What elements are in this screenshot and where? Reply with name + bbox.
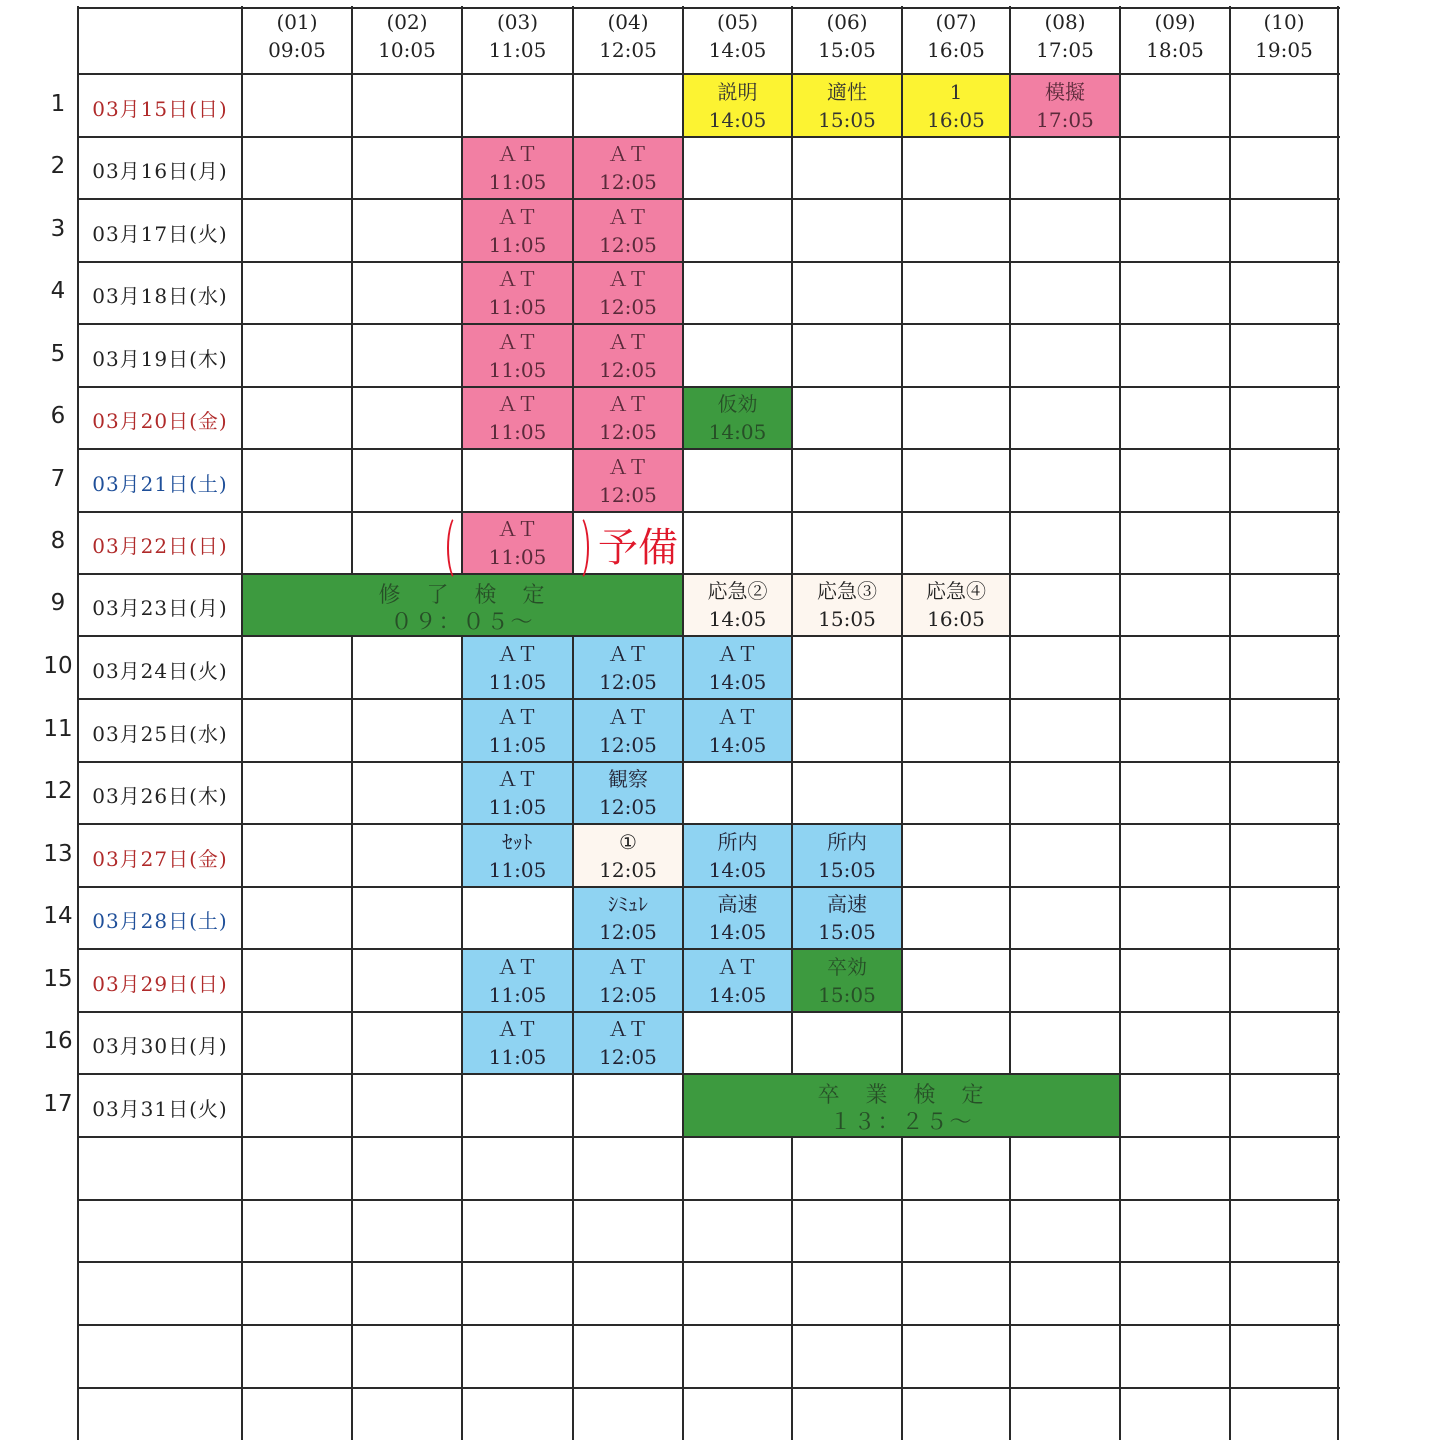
row-date: 03月20日(金) bbox=[92, 409, 228, 433]
lesson-cell bbox=[574, 138, 682, 198]
lesson-cell bbox=[574, 388, 682, 448]
lesson-cell bbox=[574, 1013, 682, 1073]
grid-vertical-line bbox=[77, 6, 79, 1440]
lesson-time: 11:05 bbox=[488, 1045, 547, 1069]
row-date: 03月31日(火) bbox=[92, 1096, 228, 1121]
row-date: 03月28日(土) bbox=[92, 909, 228, 933]
lesson-cell bbox=[463, 637, 572, 698]
row-number: 3 bbox=[50, 215, 66, 242]
column-header bbox=[1120, 8, 1230, 64]
column-header-time: 18:05 bbox=[1146, 38, 1204, 62]
lesson-time: 11:05 bbox=[488, 795, 547, 819]
lesson-time: 14:05 bbox=[708, 920, 767, 944]
lesson-name: ＡＴ bbox=[497, 204, 538, 229]
column-header-time: 15:05 bbox=[818, 38, 876, 62]
lesson-time: 12:05 bbox=[599, 420, 657, 444]
exam-start-time: １３：２５～ bbox=[829, 1110, 974, 1135]
lesson-cell bbox=[793, 575, 901, 635]
row-date: 03月18日(水) bbox=[92, 284, 228, 308]
lesson-name: ｼﾐｭﾚ bbox=[608, 892, 648, 916]
grid-horizontal-line bbox=[78, 1324, 1340, 1326]
grid-horizontal-line bbox=[78, 448, 1340, 450]
row-date: 03月30日(月) bbox=[92, 1034, 228, 1058]
lesson-name: ＡＴ bbox=[608, 392, 648, 416]
handwritten-right-paren bbox=[567, 514, 589, 582]
lesson-name: ＡＴ bbox=[608, 329, 648, 354]
grid-vertical-line bbox=[791, 6, 793, 1440]
column-header-time: 19:05 bbox=[1255, 38, 1313, 62]
lesson-time: 11:05 bbox=[488, 420, 547, 444]
lesson-cell bbox=[793, 825, 901, 886]
lesson-time: 12:05 bbox=[599, 669, 657, 694]
column-header-number: (04) bbox=[607, 10, 649, 34]
lesson-time: 11:05 bbox=[488, 232, 547, 257]
lesson-time: 11:05 bbox=[488, 170, 547, 194]
lesson-time: 12:05 bbox=[599, 357, 657, 382]
lesson-time: 11:05 bbox=[488, 669, 547, 694]
lesson-cell bbox=[463, 763, 572, 823]
column-header-number: (02) bbox=[386, 10, 428, 34]
row-date: 03月15日(日) bbox=[92, 96, 228, 121]
lesson-name: ＡＴ bbox=[497, 142, 538, 166]
lesson-cell bbox=[574, 637, 682, 698]
exam-title: 卒 業 検 定 bbox=[817, 1083, 986, 1108]
row-date: 03月17日(火) bbox=[92, 221, 228, 246]
lesson-name: ＡＴ bbox=[497, 1017, 538, 1041]
lesson-cell bbox=[684, 388, 791, 448]
row-number: 15 bbox=[43, 965, 73, 992]
lesson-name: 応急③ bbox=[817, 579, 877, 603]
lesson-name: 所内 bbox=[717, 829, 758, 854]
lesson-cell bbox=[574, 700, 682, 761]
row-number: 2 bbox=[50, 153, 66, 179]
row-number: 5 bbox=[50, 340, 66, 367]
grid-vertical-line bbox=[1119, 6, 1121, 1440]
lesson-name: ＡＴ bbox=[497, 329, 538, 354]
column-header-number: (09) bbox=[1154, 10, 1196, 34]
grid-vertical-line bbox=[351, 6, 353, 1440]
lesson-time: 14:05 bbox=[708, 982, 767, 1007]
exam-title: 修 了 検 定 bbox=[378, 583, 547, 608]
grid-horizontal-line bbox=[78, 1136, 1340, 1138]
grid-vertical-line bbox=[1229, 6, 1231, 1440]
row-date: 03月23日(月) bbox=[92, 596, 228, 620]
lesson-name: ＡＴ bbox=[608, 142, 648, 166]
lesson-cell bbox=[903, 575, 1009, 635]
lesson-name: 適性 bbox=[827, 79, 867, 104]
column-header-number: (08) bbox=[1044, 10, 1086, 34]
lesson-time: 14:05 bbox=[708, 669, 767, 694]
column-header-time: 14:05 bbox=[708, 38, 767, 62]
column-header-number: (07) bbox=[935, 10, 977, 34]
lesson-cell bbox=[793, 75, 901, 136]
grid-vertical-line bbox=[901, 6, 903, 1440]
lesson-cell bbox=[463, 950, 572, 1011]
column-header bbox=[902, 8, 1010, 64]
column-header-number: (03) bbox=[496, 10, 539, 34]
grid-vertical-line bbox=[241, 6, 243, 1440]
column-header bbox=[683, 8, 792, 64]
lesson-cell bbox=[463, 200, 572, 261]
lesson-name: 高速 bbox=[827, 892, 867, 916]
lesson-time: 12:05 bbox=[599, 482, 657, 507]
lesson-cell bbox=[463, 1013, 572, 1073]
lesson-name: ① bbox=[619, 829, 637, 854]
lesson-cell bbox=[684, 950, 791, 1011]
row-number: 12 bbox=[43, 778, 73, 804]
row-date: 03月22日(日) bbox=[92, 534, 228, 558]
lesson-time: 11:05 bbox=[488, 545, 547, 569]
lesson-name: ＡＴ bbox=[608, 641, 648, 666]
lesson-time: 12:05 bbox=[599, 920, 657, 944]
lesson-time: 15:05 bbox=[818, 607, 876, 631]
row-number: 4 bbox=[50, 278, 66, 304]
row-date: 03月24日(火) bbox=[92, 658, 228, 683]
lesson-time: 15:05 bbox=[818, 857, 876, 882]
column-header-number: (10) bbox=[1263, 10, 1305, 34]
row-number: 1 bbox=[50, 90, 66, 117]
lesson-time: 12:05 bbox=[599, 232, 657, 257]
grid-horizontal-line bbox=[78, 136, 1340, 138]
lesson-cell bbox=[463, 325, 572, 386]
lesson-time: 14:05 bbox=[708, 732, 767, 757]
column-header bbox=[792, 8, 902, 64]
lesson-time: 12:05 bbox=[599, 795, 657, 819]
row-number: 13 bbox=[43, 840, 73, 867]
lesson-cell bbox=[684, 825, 791, 886]
lesson-time: 11:05 bbox=[488, 857, 547, 882]
row-number: 7 bbox=[50, 465, 66, 492]
column-header-number: (05) bbox=[716, 10, 759, 34]
lesson-time: 15:05 bbox=[818, 920, 876, 944]
lesson-time: 12:05 bbox=[599, 295, 657, 319]
lesson-cell bbox=[684, 700, 791, 761]
lesson-name: ＡＴ bbox=[497, 704, 538, 729]
row-number: 10 bbox=[43, 652, 73, 679]
row-number: 17 bbox=[43, 1090, 73, 1117]
grid-vertical-line bbox=[1337, 6, 1339, 1440]
lesson-name: ＡＴ bbox=[608, 454, 648, 479]
lesson-cell bbox=[574, 825, 682, 886]
lesson-time: 16:05 bbox=[927, 607, 985, 631]
lesson-time: 15:05 bbox=[818, 107, 876, 132]
lesson-name: ＡＴ bbox=[497, 517, 538, 541]
row-number: 14 bbox=[43, 903, 73, 929]
lesson-cell bbox=[463, 700, 572, 761]
lesson-name: ＡＴ bbox=[717, 954, 758, 979]
lesson-name: 卒効 bbox=[827, 954, 867, 979]
lesson-cell bbox=[684, 75, 791, 136]
row-number: 9 bbox=[50, 590, 66, 616]
lesson-name: 応急④ bbox=[926, 579, 986, 603]
lesson-cell bbox=[574, 325, 682, 386]
column-header-time: 11:05 bbox=[488, 38, 547, 62]
lesson-time: 11:05 bbox=[488, 732, 547, 757]
lesson-name: ＡＴ bbox=[497, 767, 538, 791]
row-date: 03月26日(木) bbox=[92, 784, 228, 808]
lesson-time: 11:05 bbox=[488, 295, 547, 319]
column-header bbox=[242, 8, 352, 64]
column-header bbox=[462, 8, 573, 64]
grid-horizontal-line bbox=[78, 1261, 1340, 1263]
lesson-name: 1 bbox=[949, 79, 963, 104]
row-date: 03月27日(金) bbox=[92, 846, 228, 871]
grid-horizontal-line bbox=[78, 323, 1340, 325]
handwritten-note: 予備 bbox=[598, 525, 678, 571]
lesson-cell bbox=[574, 200, 682, 261]
column-header-time: 09:05 bbox=[268, 38, 326, 62]
lesson-cell bbox=[1011, 75, 1119, 136]
grid-horizontal-line bbox=[78, 1387, 1340, 1389]
lesson-cell bbox=[463, 263, 572, 323]
column-header bbox=[1010, 8, 1120, 64]
column-header-time: 17:05 bbox=[1036, 38, 1094, 62]
lesson-name: 応急② bbox=[707, 579, 768, 603]
lesson-name: ＡＴ bbox=[608, 954, 648, 979]
column-header-time: 12:05 bbox=[599, 38, 657, 62]
row-number: 6 bbox=[50, 403, 66, 429]
lesson-name: 所内 bbox=[827, 829, 867, 854]
lesson-cell bbox=[793, 888, 901, 948]
row-date: 03月29日(日) bbox=[92, 971, 228, 996]
lesson-time: 14:05 bbox=[708, 607, 767, 631]
lesson-name: ｾｯﾄ bbox=[502, 829, 533, 854]
lesson-time: 11:05 bbox=[488, 357, 547, 382]
grid-horizontal-line bbox=[78, 511, 1340, 513]
column-header bbox=[1230, 8, 1338, 64]
lesson-name: 高速 bbox=[717, 892, 758, 916]
column-header-number: (06) bbox=[826, 10, 868, 34]
lesson-name: ＡＴ bbox=[608, 267, 648, 291]
lesson-cell bbox=[684, 637, 791, 698]
lesson-time: 11:05 bbox=[488, 982, 547, 1007]
lesson-cell bbox=[574, 950, 682, 1011]
lesson-time: 12:05 bbox=[599, 170, 657, 194]
row-date: 03月19日(木) bbox=[92, 346, 228, 371]
lesson-cell bbox=[463, 388, 572, 448]
lesson-time: 12:05 bbox=[599, 982, 657, 1007]
column-header bbox=[573, 8, 683, 64]
row-number: 16 bbox=[43, 1028, 73, 1054]
lesson-cell bbox=[684, 575, 791, 635]
row-date: 03月16日(月) bbox=[92, 159, 228, 183]
lesson-cell bbox=[574, 263, 682, 323]
lesson-cell bbox=[463, 825, 572, 886]
handwritten-left-paren bbox=[447, 514, 469, 582]
lesson-name: 模擬 bbox=[1045, 79, 1085, 104]
lesson-name: 観察 bbox=[608, 767, 648, 791]
lesson-name: 説明 bbox=[717, 79, 758, 104]
row-number: 11 bbox=[43, 715, 73, 742]
lesson-name: ＡＴ bbox=[497, 641, 538, 666]
lesson-time: 14:05 bbox=[708, 857, 767, 882]
lesson-time: 12:05 bbox=[599, 857, 657, 882]
lesson-cell bbox=[903, 75, 1009, 136]
lesson-time: 14:05 bbox=[708, 107, 767, 132]
column-header-time: 16:05 bbox=[927, 38, 985, 62]
column-header-time: 10:05 bbox=[378, 38, 436, 62]
lesson-cell bbox=[793, 950, 901, 1011]
lesson-cell bbox=[684, 888, 791, 948]
lesson-cell bbox=[574, 450, 682, 511]
grid-horizontal-line bbox=[78, 261, 1340, 263]
exam-start-time: ０９：０５～ bbox=[390, 610, 535, 635]
lesson-name: ＡＴ bbox=[608, 1017, 648, 1041]
column-header-number: (01) bbox=[276, 10, 318, 34]
lesson-cell bbox=[574, 888, 682, 948]
lesson-name: ＡＴ bbox=[497, 954, 538, 979]
grid-horizontal-line bbox=[78, 1199, 1340, 1201]
lesson-name: ＡＴ bbox=[497, 392, 538, 416]
lesson-time: 12:05 bbox=[599, 1045, 657, 1069]
column-header bbox=[352, 8, 462, 64]
lesson-cell bbox=[463, 513, 572, 573]
lesson-cell bbox=[574, 763, 682, 823]
lesson-name: ＡＴ bbox=[717, 704, 758, 729]
row-number: 8 bbox=[50, 528, 66, 554]
lesson-time: 17:05 bbox=[1036, 107, 1094, 132]
row-date: 03月21日(土) bbox=[92, 471, 228, 496]
lesson-cell bbox=[463, 138, 572, 198]
grid-horizontal-line bbox=[78, 761, 1340, 763]
grid-horizontal-line bbox=[78, 1011, 1340, 1013]
row-date: 03月25日(水) bbox=[92, 721, 228, 746]
lesson-name: 仮効 bbox=[717, 392, 758, 416]
lesson-time: 16:05 bbox=[927, 107, 985, 132]
lesson-name: ＡＴ bbox=[497, 267, 538, 291]
grid-horizontal-line bbox=[78, 198, 1340, 200]
lesson-time: 15:05 bbox=[818, 982, 876, 1007]
lesson-time: 12:05 bbox=[599, 732, 657, 757]
lesson-time: 14:05 bbox=[708, 420, 767, 444]
lesson-name: ＡＴ bbox=[608, 704, 648, 729]
lesson-name: ＡＴ bbox=[608, 204, 648, 229]
lesson-name: ＡＴ bbox=[717, 641, 758, 666]
grid-vertical-line bbox=[1009, 6, 1011, 1440]
